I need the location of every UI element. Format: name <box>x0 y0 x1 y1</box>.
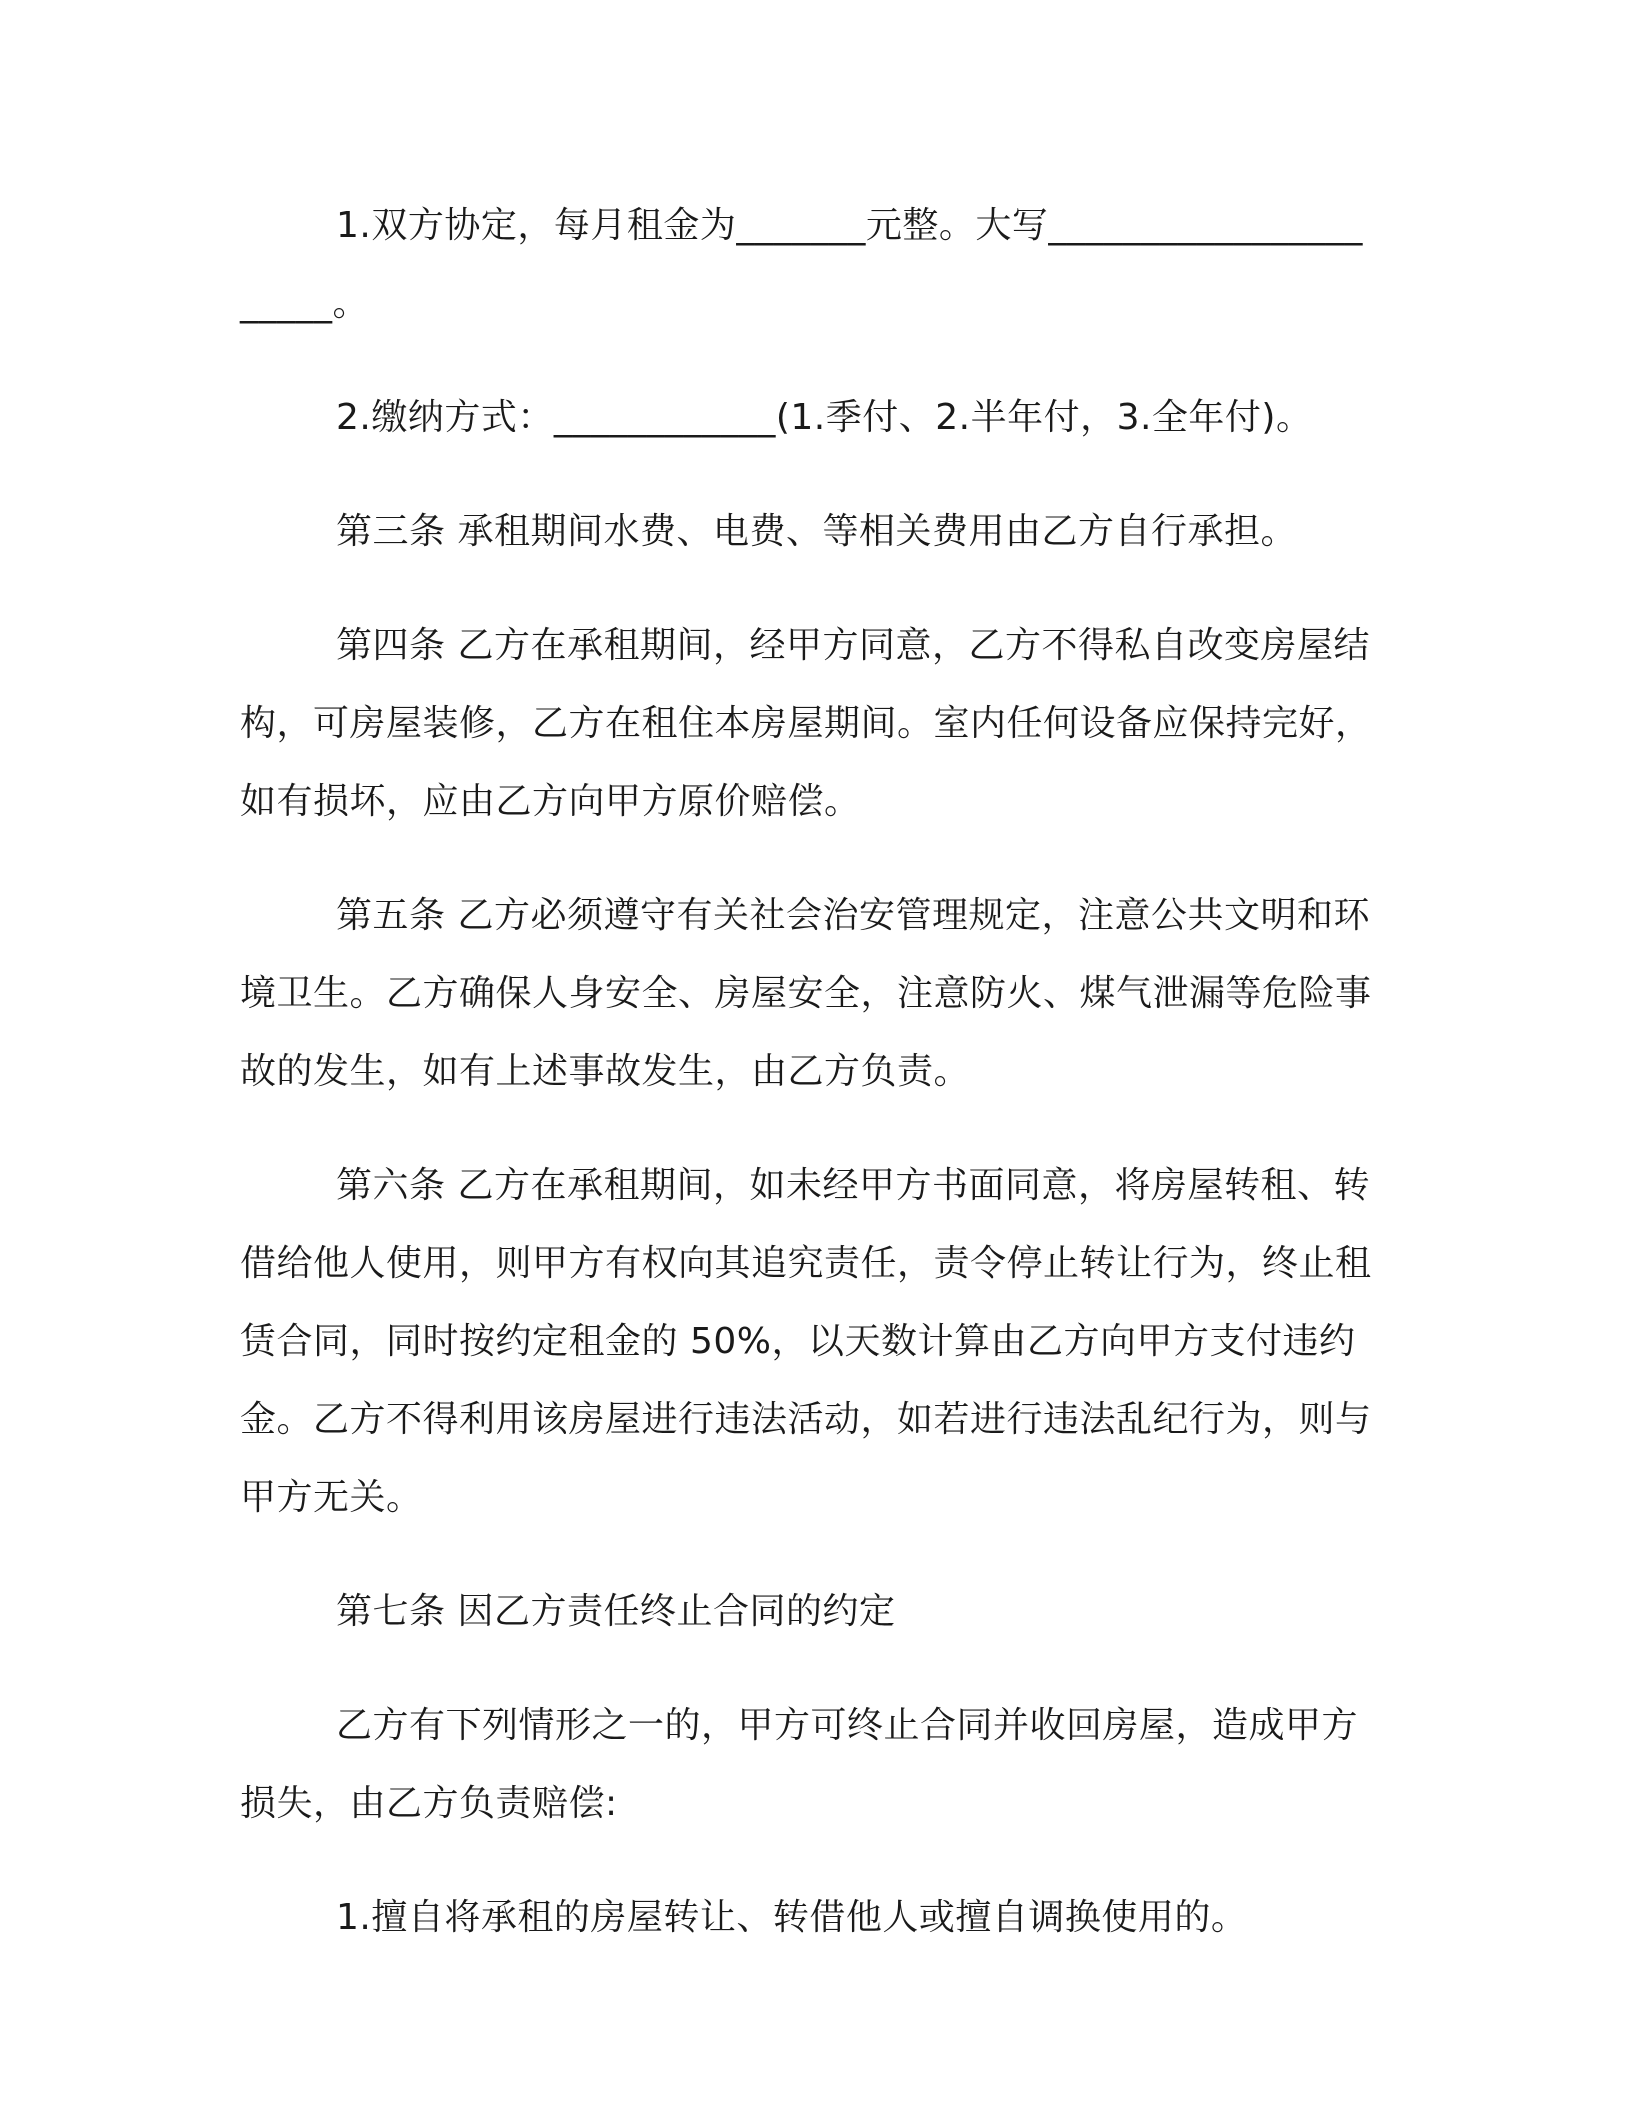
paragraph-gap <box>240 571 1376 607</box>
paragraph-gap <box>240 841 1376 877</box>
article-6-clause: 第六条 乙方在承租期间，如未经甲方书面同意，将房屋转租、转借给他人使用，则甲方有权向其追究责任，责令停止转让行为，终止租赁合同，同时按约定租金的 50%，以天数计算由乙方向甲方支付违约金。乙方不得利用该房屋进行违法活动，如若进行违法乱纪行为，则与甲方无关。 <box>240 1165 1372 1518</box>
paragraph-gap <box>240 1111 1376 1147</box>
article-3-clause: 第三条 承租期间水费、电费、等相关费用由乙方自行承担。 <box>336 511 1297 552</box>
paragraph-gap <box>240 343 1376 379</box>
article-7-heading: 第七条 因乙方责任终止合同的约定 <box>336 1591 896 1632</box>
article-4-clause: 第四条 乙方在承租期间，经甲方同意，乙方不得私自改变房屋结构，可房屋装修，乙方在租住本房屋期间。室内任何设备应保持完好，如有损坏，应由乙方向甲方原价赔偿。 <box>240 625 1372 822</box>
paragraph-gap <box>240 1537 1376 1573</box>
paragraph-gap <box>240 457 1376 493</box>
payment-method-clause: 2.缴纳方式：____________(1.季付、2.半年付，3.全年付)。 <box>336 397 1313 438</box>
paragraph-gap <box>240 1843 1376 1879</box>
article-5-clause: 第五条 乙方必须遵守有关社会治安管理规定，注意公共文明和环境卫生。乙方确保人身安全、房屋安全，注意防火、煤气泄漏等危险事故的发生，如有上述事故发生，由乙方负责。 <box>240 895 1372 1092</box>
document-body <box>240 187 1376 1957</box>
article-7-item-1: 1.擅自将承租的房屋转让、转借他人或擅自调换使用的。 <box>336 1897 1248 1938</box>
rent-amount-clause: 1.双方协定，每月租金为_______元整。大写______________________。 <box>240 205 1363 324</box>
paragraph-gap <box>240 1651 1376 1687</box>
article-7-intro: 乙方有下列情形之一的，甲方可终止合同并收回房屋，造成甲方损失，由乙方负责赔偿: <box>240 1705 1359 1824</box>
